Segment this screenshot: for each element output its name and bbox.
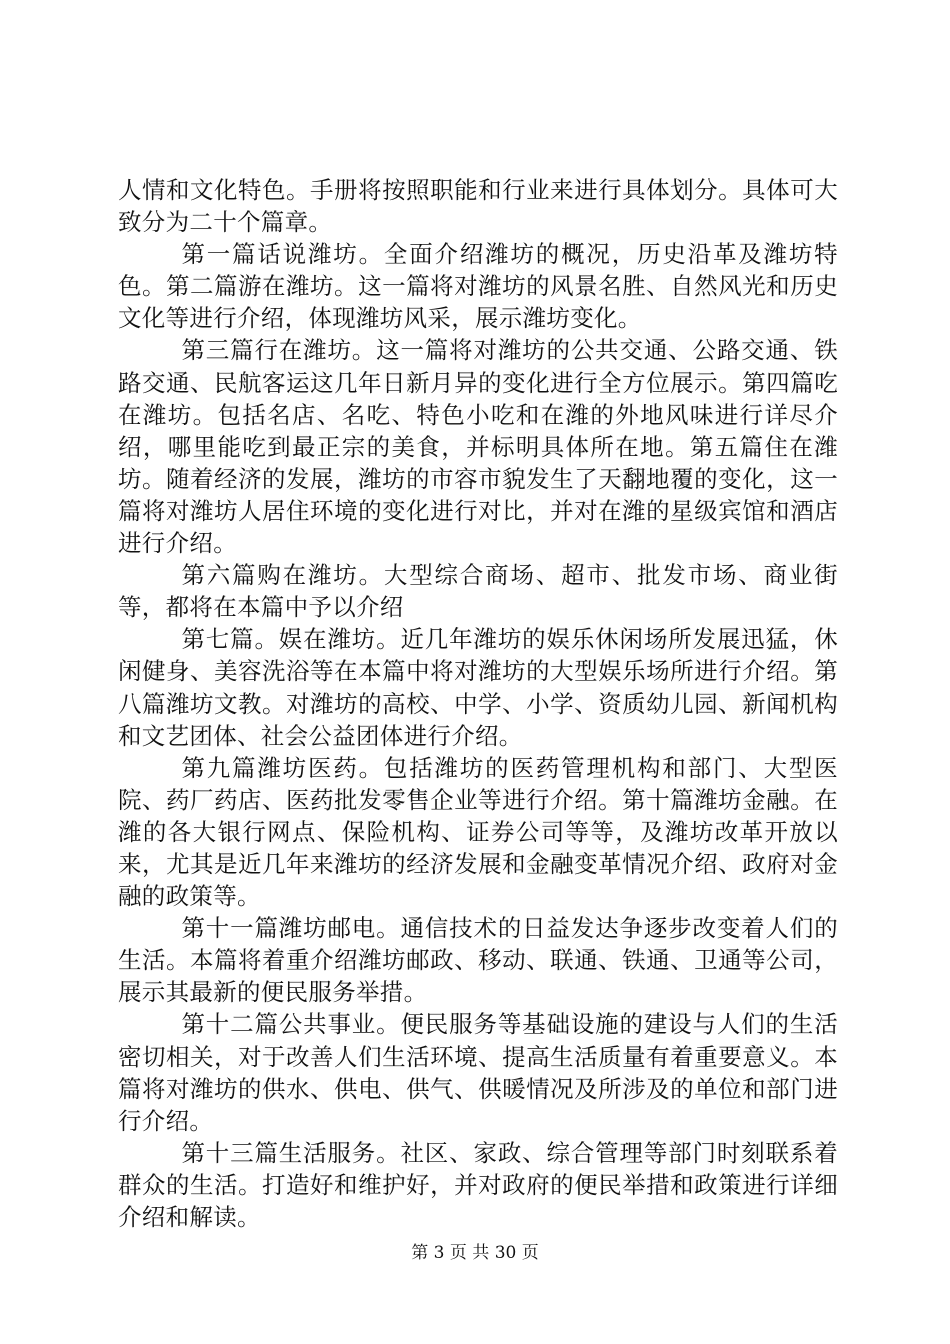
paragraph-6: 第九篇潍坊医药。包括潍坊的医药管理机构和部门、大型医院、药厂药店、医药批发零售企业等进行介绍。第十篇潍坊金融。在潍的各大银行网点、保险机构、证券公司等等，及潍坊改革开放以来，尤其是近几年来潍坊的经济发展和金融变革情况介绍、政府对金融的政策等。 <box>118 753 838 911</box>
paragraph-2: 第一篇话说潍坊。全面介绍潍坊的概况，历史沿革及潍坊特色。第二篇游在潍坊。这一篇将对潍坊的风景名胜、自然风光和历史文化等进行介绍，体现潍坊风采，展示潍坊变化。 <box>118 240 838 333</box>
paragraph-1: 人情和文化特色。手册将按照职能和行业来进行具体划分。具体可大致分为二十个篇章。 <box>118 176 838 237</box>
paragraph-7: 第十一篇潍坊邮电。通信技术的日益发达争逐步改变着人们的生活。本篇将着重介绍潍坊邮政、移动、联通、铁通、卫通等公司，展示其最新的便民服务举措。 <box>118 914 838 1007</box>
paragraph-3: 第三篇行在潍坊。这一篇将对潍坊的公共交通、公路交通、铁路交通、民航客运这几年日新月异的变化进行全方位展示。第四篇吃在潍坊。包括名店、名吃、特色小吃和在潍的外地风味进行详尽介绍，哪里能吃到最正宗的美食，并标明具体所在地。第五篇住在潍坊。随着经济的发展，潍坊的市容市貌发生了天翻地覆的变化，这一篇将对潍坊人居住环境的变化进行对比，并对在潍的星级宾馆和酒店进行介绍。 <box>118 336 838 558</box>
page-number-label: 第 3 页 共 30 页 <box>411 1243 539 1263</box>
paragraph-9: 第十三篇生活服务。社区、家政、综合管理等部门时刻联系着群众的生活。打造好和维护好，并对政府的便民举措和政策进行详细介绍和解读。 <box>118 1138 838 1231</box>
paragraph-8: 第十二篇公共事业。便民服务等基础设施的建设与人们的生活密切相关，对于改善人们生活环境、提高生活质量有着重要意义。本篇将对潍坊的供水、供电、供气、供暖情况及所涉及的单位和部门进行介绍。 <box>118 1010 838 1135</box>
document-body <box>118 174 838 1233</box>
paragraph-5: 第七篇。娱在潍坊。近几年潍坊的娱乐休闲场所发展迅猛，休闲健身、美容洗浴等在本篇中将对潍坊的大型娱乐场所进行介绍。第八篇潍坊文教。对潍坊的高校、中学、小学、资质幼儿园、新闻机构和文艺团体、社会公益团体进行介绍。 <box>118 625 838 750</box>
paragraph-4: 第六篇购在潍坊。大型综合商场、超市、批发市场、商业街等，都将在本篇中予以介绍 <box>118 561 838 622</box>
page-footer <box>0 1242 950 1264</box>
